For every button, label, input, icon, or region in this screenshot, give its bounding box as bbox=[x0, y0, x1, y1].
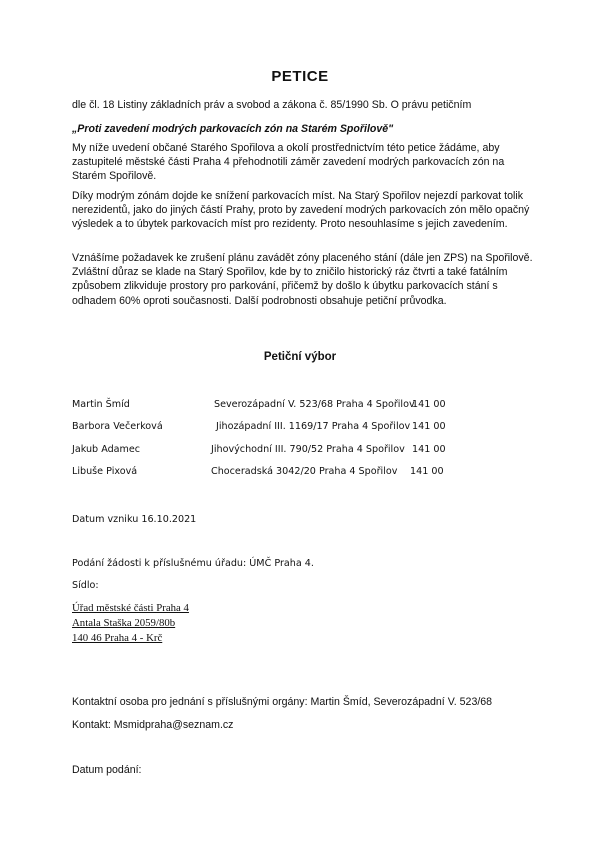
member-address: Jihovýchodní III. 790/52 Praha 4 Spořilov bbox=[211, 444, 405, 455]
member-name: Martin Šmíd bbox=[72, 399, 130, 410]
legal-basis: dle čl. 18 Listiny základních práv a svobod a zákona č. 85/1990 Sb. O právu petičním bbox=[72, 99, 472, 111]
submission-office: Podání žádosti k příslušnému úřadu: ÚMČ Praha 4. bbox=[72, 558, 314, 569]
member-name: Jakub Adamec bbox=[72, 444, 141, 455]
contact-person: Kontaktní osoba pro jednání s příslušnými orgány: Martin Šmíd, Severozápadní V. 523/68 bbox=[72, 696, 493, 708]
member-postcode: 141 00 bbox=[410, 466, 444, 477]
member-name: Libuše Pixová bbox=[72, 466, 138, 477]
office-line: Antala Staška 2059/80b bbox=[72, 617, 176, 629]
committee-row bbox=[72, 399, 472, 413]
paragraph-2: Díky modrým zónám dojde ke snížení parkovacích míst. Na Starý Spořilov nejezdí parkovat tolik nerezidentů, jako do jiných částí Prahy, proto by zavedení modrých parkovacích zón mělo opačný výsledek a to úbytek parkovacích míst pro rezidenty. Proto nesouhlasíme s jejich zavedením. bbox=[72, 190, 530, 231]
page-title: PETICE bbox=[271, 68, 329, 85]
member-address: Severozápadní V. 523/68 Praha 4 Spořilov bbox=[214, 399, 415, 410]
paragraph-3: Vznášíme požadavek ke zrušení plánu zavádět zóny placeného stání (dále jen ZPS) na Spořilově. Zvláštní důraz se klade na Starý Spořilov, kde by to zničilo historický ráz čtvrti a také fatálním způsobem zlikviduje prostory pro parkování, přičemž by došlo k úbytku parkovacích stání s odhadem 60% oproti současnosti. Další podrobnosti obsahuje petiční průvodka. bbox=[72, 252, 533, 307]
paragraph-1: My níže uvedení občané Starého Spořilova a okolí prostřednictvím této petice žádáme, aby zastupitelé městské části Praha 4 přehodnotili záměr zavedení modrých parkovacích zón na Starém Spořilově. bbox=[72, 142, 505, 183]
committee-row bbox=[72, 421, 472, 435]
member-postcode: 141 00 bbox=[412, 444, 446, 455]
committee-heading: Petiční výbor bbox=[263, 351, 337, 363]
petition-subject: „Proti zavedení modrých parkovacích zón na Starém Spořilově" bbox=[72, 123, 394, 135]
member-postcode: 141 00 bbox=[412, 399, 446, 410]
seat-label: Sídlo: bbox=[72, 580, 99, 591]
member-address: Choceradská 3042/20 Praha 4 Spořilov bbox=[211, 466, 398, 477]
contact-email: Kontakt: Msmidpraha@seznam.cz bbox=[72, 719, 234, 731]
committee-row bbox=[72, 444, 472, 458]
office-line: 140 46 Praha 4 - Krč bbox=[72, 632, 163, 644]
member-postcode: 141 00 bbox=[412, 421, 446, 432]
office-address bbox=[72, 601, 189, 646]
committee-row bbox=[72, 466, 472, 480]
submission-date-label: Datum podání: bbox=[72, 764, 142, 776]
member-name: Barbora Večerková bbox=[72, 421, 163, 432]
date-created: Datum vzniku 16.10.2021 bbox=[72, 514, 197, 525]
member-address: Jihozápadní III. 1169/17 Praha 4 Spořilov bbox=[216, 421, 411, 432]
office-line: Úřad městské části Praha 4 bbox=[72, 602, 189, 614]
